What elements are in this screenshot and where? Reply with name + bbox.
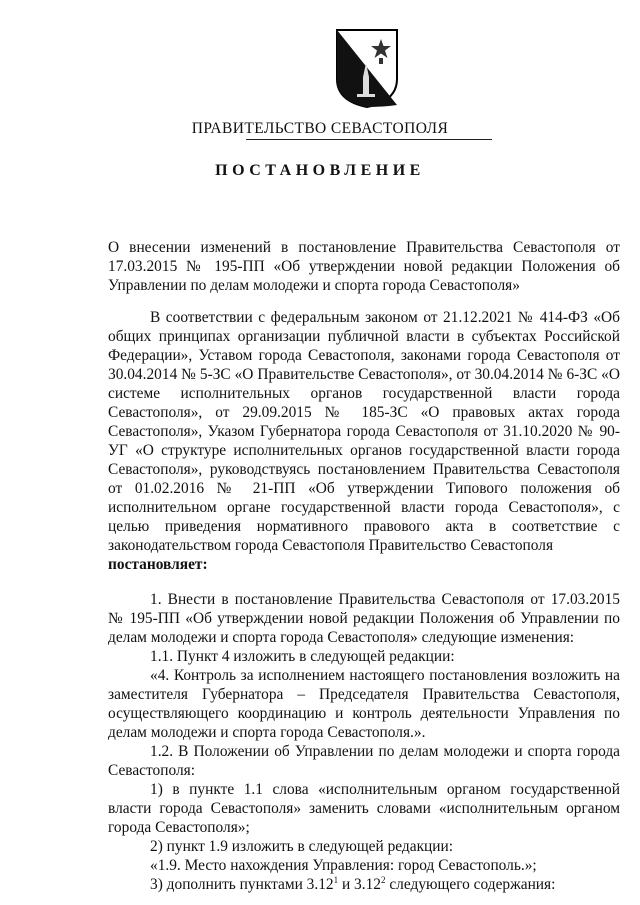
- item-paragraph: «1.9. Место нахождения Управления: город Севастополь.»;: [150, 857, 537, 874]
- document-body: [108, 308, 620, 894]
- last-item-mid: и 3.12: [338, 876, 381, 893]
- item-paragraph: «4. Контроль за исполнением настоящего постановления возложить на заместителя Губернатора – Председателя Правительства Севастополя, осуществляющего координацию и контроль деятельности Управления по делам молодежи и спорта города Севастополя.».: [108, 667, 620, 741]
- organization-name: ПРАВИТЕЛЬСТВО СЕВАСТОПОЛЯ: [191, 120, 449, 137]
- preamble-text: В соответствии с федеральным законом от 21.12.2021 № 414-ФЗ «Об общих принципах организации публичной власти в субъектах Российской Федерации», Уставом города Севастополя, законами города Севастополя от 30.04.2014 № 5-ЗС «О Правительстве Севастополя», от 30.04.2014 № 6-ЗС «О системе исполнительных органов государственной власти города Севастополя», от 29.09.2015 № 185-ЗС «О правовых актах города Севастополя», Указом Губернатора города Севастополя от 31.10.2020 № 90-УГ «О структуре исполнительных органов государственной власти города Севастополя», руководствуясь постановлением Правительства Севастополя от 01.02.2016 № 21-ПП «Об утверждении Типового положения об исполнительном органе государственной власти города Севастополя», с целью приведения нормативного правового акта в соответствие с законодательством города Севастополя Правительство Севастополя: [108, 309, 620, 554]
- item-paragraph-last: [108, 875, 620, 894]
- document-subject: О внесении изменений в постановление Правительства Севастополя от 17.03.2015 № 195-ПП «Об утверждении новой редакции Положения об Управлении по делам молодежи и спорта города Севастополя»: [108, 239, 620, 294]
- last-item-suffix: следующего содержания:: [385, 876, 556, 893]
- decides-word: постановляет:: [108, 556, 208, 573]
- item-paragraph: 1.2. В Положении об Управлении по делам молодежи и спорта города Севастополя:: [108, 743, 620, 779]
- last-item-prefix: 3) дополнить пунктами 3.12: [150, 876, 334, 893]
- preamble-paragraph: [108, 308, 620, 555]
- item-paragraph: 1. Внести в постановление Правительства Севастополя от 17.03.2015 № 195-ПП «Об утверждении новой редакции Положения об Управлении по делам молодежи и спорта города Севастополя» следующие изменения:: [108, 591, 620, 646]
- item-paragraph: 2) пункт 1.9 изложить в следующей редакции:: [150, 838, 454, 855]
- header-underline: [246, 139, 492, 140]
- paragraph-gap: [108, 574, 620, 590]
- document-type-title: ПОСТАНОВЛЕНИЕ: [215, 162, 425, 179]
- decides-line: [108, 555, 620, 574]
- item-paragraph: 1) в пункте 1.1 слова «исполнительным органом государственной власти города Севастополя» заменить словами «исполнительным органом города Севастополя»;: [108, 781, 620, 836]
- item-paragraph: 1.1. Пункт 4 изложить в следующей редакции:: [150, 648, 455, 665]
- sevastopol-emblem-icon: [333, 27, 401, 109]
- superscript: 1: [333, 874, 339, 885]
- superscript: 2: [381, 874, 386, 885]
